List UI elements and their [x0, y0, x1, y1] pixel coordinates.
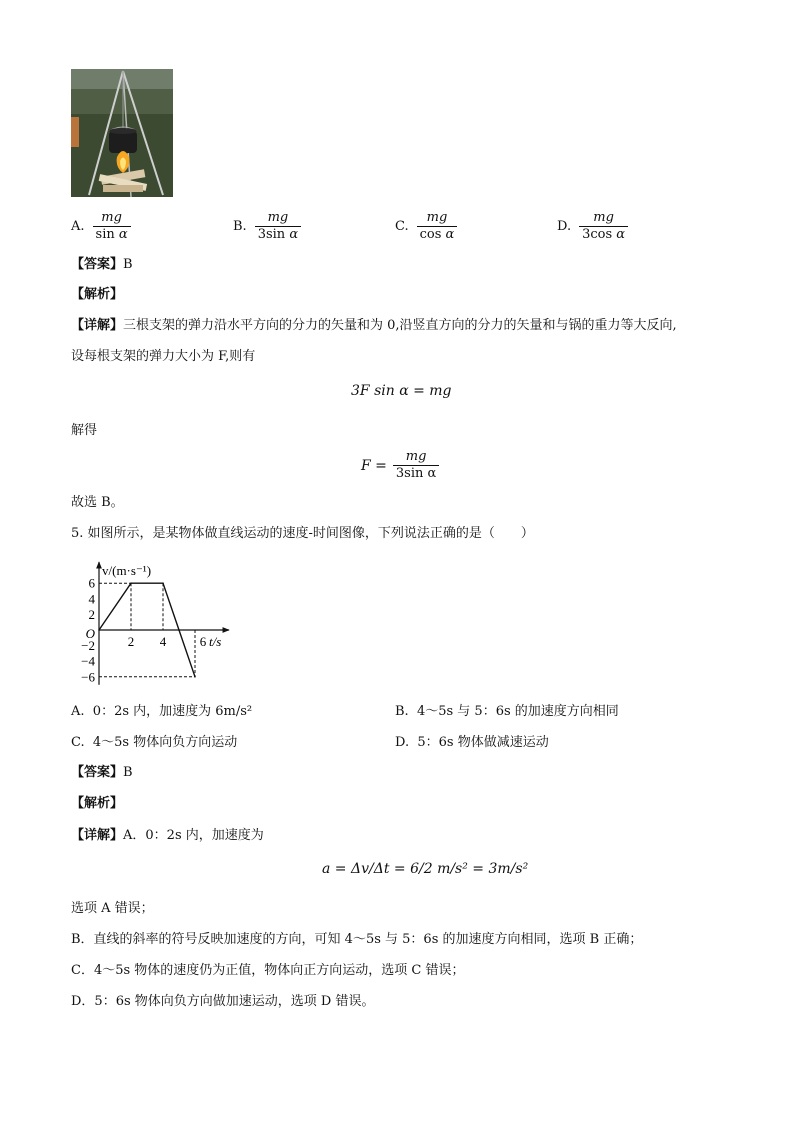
q4-detail-line1: 【详解】三根支架的弹力沿水平方向的分力的矢量和为 0,沿竖直方向的分力的矢量和与锅的重力等大反向,: [71, 318, 677, 333]
option-letter: A.: [71, 218, 85, 234]
y-tick-label: 4: [88, 591, 95, 607]
q5-line-c: C．4～5s 物体的速度仍为正值，物体向正方向运动，选项 C 错误；: [71, 963, 465, 978]
tripod-pot-photo: [71, 69, 173, 197]
q5-detail-a: 【详解】A．0：2s 内，加速度为: [71, 828, 264, 843]
q5-line-d: D．5：6s 物体向负方向做加速运动，选项 D 错误。: [71, 994, 375, 1009]
q4-answer: 【答案】B: [71, 257, 133, 272]
y-tick-label: −6: [81, 669, 95, 685]
option-letter: B.: [233, 218, 247, 234]
q4-option-b[interactable]: [233, 210, 301, 243]
y-tick-label: 6: [88, 575, 95, 591]
data-point: [162, 582, 164, 584]
x-tick-label: 6: [199, 634, 207, 649]
q4-option-a[interactable]: [71, 210, 131, 243]
origin-label: O: [85, 626, 95, 641]
q5-option-a[interactable]: A. 0：2s 内，加速度为 6m/s²: [71, 704, 253, 719]
q5-analysis-label: 【解析】: [71, 796, 124, 811]
option-fraction: $\frac{mg}{\text{cos α}}$: [417, 210, 458, 243]
option-letter: D.: [557, 218, 572, 234]
q4-conclusion: 故选 B。: [71, 495, 124, 510]
y-tick-label: −2: [81, 638, 95, 654]
data-point: [130, 582, 132, 584]
option-fraction: $\frac{mg}{\text{3sin α}}$: [255, 210, 301, 243]
x-tick-label: 2: [127, 634, 135, 649]
x-axis-label: t/s: [209, 634, 222, 649]
velocity-time-chart: [72, 558, 252, 688]
q4-equation-2: F = $\frac{mg}{\text{3sin α}}$: [361, 449, 439, 482]
q4-equation-1: 3F sin α = mg: [351, 383, 452, 399]
q5-option-d[interactable]: D. 5：6s 物体做减速运动: [395, 735, 549, 750]
option-fraction: $\frac{mg}{\text{3cos α}}$: [579, 210, 628, 243]
y-tick-label: −4: [81, 653, 95, 669]
q4-solve-text: 解得: [71, 423, 98, 438]
y-axis-label: v/(m·s⁻¹): [102, 563, 152, 578]
q5-question: 5. 如图所示，是某物体做直线运动的速度-时间图像，下列说法正确的是（ ）: [71, 526, 534, 541]
q5-a-wrong: 选项 A 错误；: [71, 901, 154, 916]
q5-line-b: B．直线的斜率的符号反映加速度的方向，可知 4～5s 与 5：6s 的加速度方向相同，选项 B 正确；: [71, 932, 643, 947]
data-point: [194, 676, 196, 678]
x-tick-label: 4: [159, 634, 167, 649]
q5-answer: 【答案】B: [71, 765, 133, 780]
q4-detail-line2: 设每根支架的弹力大小为 F,则有: [71, 349, 256, 364]
q4-analysis-label: 【解析】: [71, 287, 124, 302]
q5-equation: a = Δv/Δt = 6/2 m/s² = 3m/s²: [322, 861, 529, 877]
data-point: [98, 629, 100, 631]
y-tick-label: 2: [88, 606, 95, 622]
q4-option-c[interactable]: [395, 210, 457, 243]
option-letter: C.: [395, 218, 409, 234]
q5-option-c[interactable]: C. 4～5s 物体向负方向运动: [71, 735, 238, 750]
q5-option-b[interactable]: B. 4～5s 与 5：6s 的加速度方向相同: [395, 704, 619, 719]
option-fraction: $\frac{mg}{\text{sin α}}$: [93, 210, 131, 243]
q4-option-d[interactable]: [557, 210, 628, 243]
data-point: [178, 629, 180, 631]
